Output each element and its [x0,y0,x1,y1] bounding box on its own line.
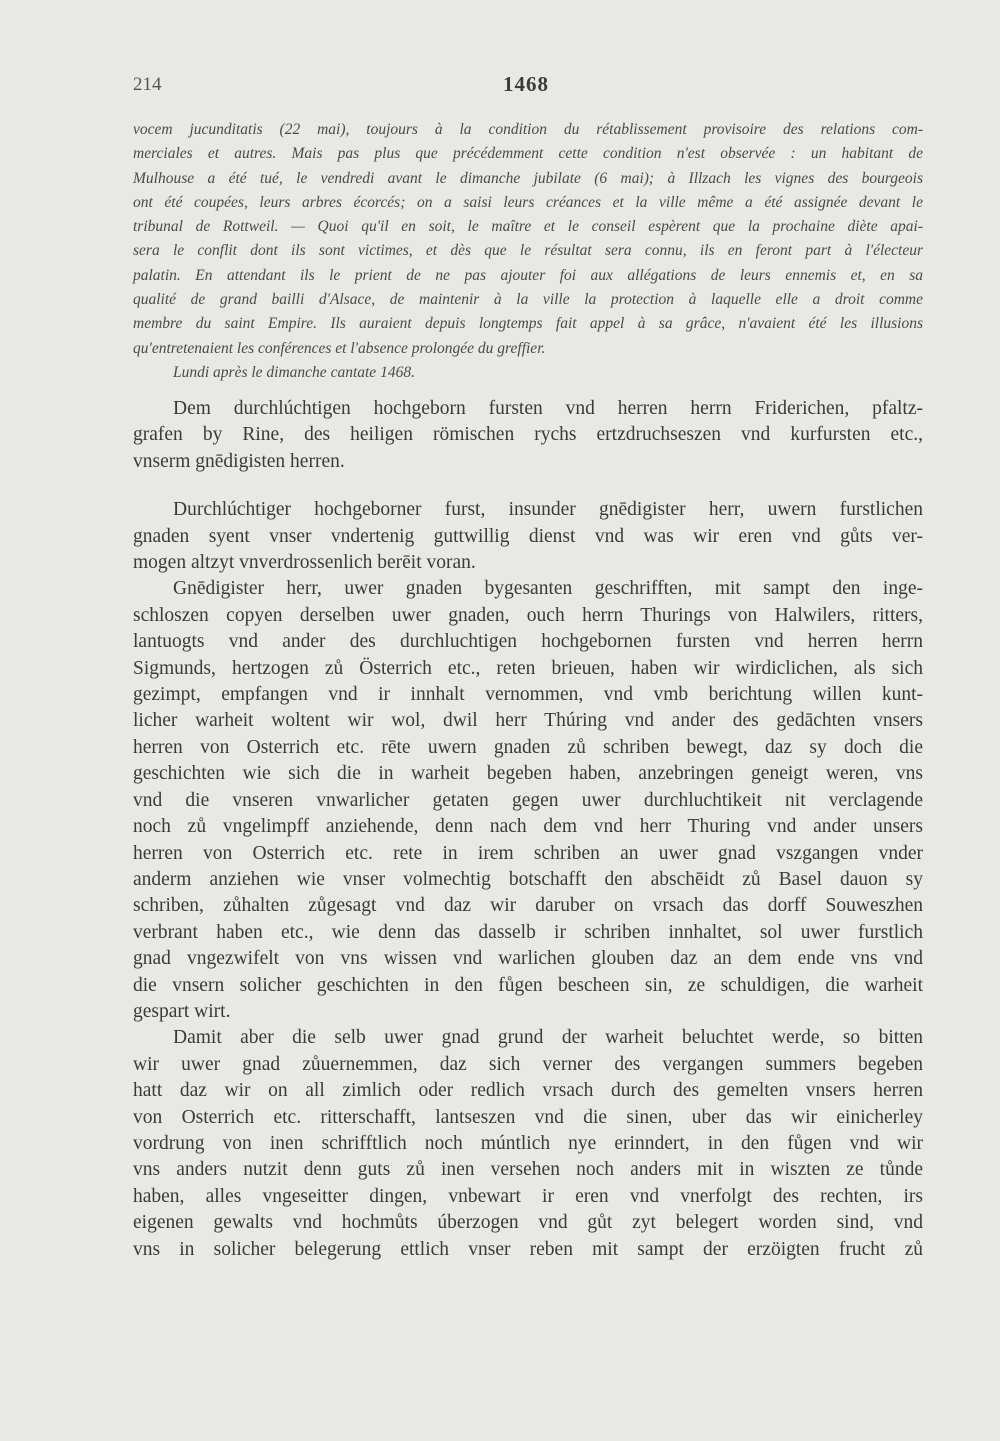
letter-line: mogen altzyt vnverdrossenlich berēit voran. [133,552,476,574]
letter-line: lantuogts vnd ander des durchluchtigen hochgebornen fursten vnd herren herrn [133,631,923,653]
letter-line: Damit aber die selb uwer gnad grund der warheit beluchtet werde, so bitten [173,1027,923,1049]
letter-line: hatt daz wir on all zimlich oder redlich vrsach durch des gemelten vnsers herren [133,1080,923,1102]
letter-line: vnserm gnēdigisten herren. [133,450,345,472]
summary-line: vocem jucunditatis (22 mai), toujours à la condition du rétablissement provisoire des relations com- [133,121,923,138]
summary-line: ont été coupées, leurs arbres écorcés; on a saisi leurs créances et la ville même a été assignée devant le [133,193,923,211]
letter-line: verbrant haben etc., wie denn das dasselb ir schriben innhaltet, sol uwer furstlich [133,921,923,943]
letter-line: von Osterrich etc. ritterschafft, lantseszen vnd die sinen, uber das wir einicherley [133,1106,923,1128]
letter-salutation [133,497,923,576]
letter-line: geschichten wie sich die in warheit begeben haben, anzebringen geneigt weren, vns [133,763,923,785]
letter-line: herren von Osterrich etc. rete in irem schriben an uwer gnad vszgangen vnder [133,842,923,864]
french-summary [133,118,923,385]
letter-line: grafen by Rine, des heiligen römischen rychs ertzdruchseszen vnd kurfursten etc., [133,424,923,446]
summary-line: Mulhouse a été tué, le vendredi avant le dimanche jubilate (6 mai); à Illzach les vignes des bourgeois [133,169,923,187]
summary-line: membre du saint Empire. Ils auraient depuis longtemps fait appel à sa grâce, n'avaient été les illusions [133,315,923,333]
letter-line: wir uwer gnad zůuernemmen, daz sich verner des vergangen summers begeben [133,1053,923,1075]
page-number: 214 [133,74,162,95]
summary-line: palatin. En attendant ils le prient de ne pas ajouter foi aux allégations de leurs ennemis et, en sa [133,266,923,284]
letter-line: gespart wirt. [133,1000,231,1022]
letter-line: haben, alles vngeseitter dingen, vnbewart ir eren vnd vnerfolgt des rechten, irs [133,1185,923,1207]
letter-line: vns anders nutzit denn guts zů inen versehen noch anders mit in wiszten ze tůnde [133,1159,923,1181]
letter-line: eigenen gewalts vnd hochmůts úberzogen vnd gůt zyt belegert worden sind, vnd [133,1212,923,1234]
letter-line: Durchlúchtiger hochgeborner furst, insunder gnēdigister herr, uwern furstlichen [173,499,923,521]
letter-address [133,396,923,475]
letter-paragraph-2 [133,1025,923,1263]
letter-line: noch zů vngelimpff anziehende, denn nach dem vnd herr Thuring vnd ander unsers [133,816,923,838]
summary-date-line: Lundi après le dimanche cantate 1468. [173,363,415,381]
year-heading: 1468 [503,72,549,96]
letter-line: gnaden syent vnser vndertenig guttwillig dienst vnd was wir eren vnd gůts ver- [133,525,923,547]
letter-line: Dem durchlúchtigen hochgeborn fursten vnd herren herrn Friderichen, pfaltz- [173,398,923,419]
letter-line: vns in solicher belegerung ettlich vnser reben mit sampt der erzöigten frucht zů [133,1238,923,1260]
summary-line: sera le conflit dont ils sont victimes, et dès que le résultat sera connu, ils en feront part à l'électeur [133,242,923,260]
summary-line: merciales et autres. Mais pas plus que précédemment cette condition n'est observée : un habitant de [133,145,923,163]
letter-line: vordrung von inen schrifftlich noch múntlich nye erinndert, in den fůgen vnd wir [133,1132,923,1154]
letter-paragraph-1 [133,576,923,1025]
letter-line: die vnsern solicher geschichten in den fůgen bescheen sin, ze schuldigen, die warheit [133,974,923,996]
summary-line: tribunal de Rottweil. — Quoi qu'il en soit, le maître et le conseil espèrent que la prochaine diète apai- [133,218,923,236]
letter-line: gnad vngezwifelt von vns wissen vnd warlichen glouben daz an dem ende vns vnd [133,948,923,970]
letter-line: vnd die vnseren vnwarlicher getaten gegen uwer durchluchtikeit nit verclagende [133,789,923,811]
summary-line: qu'entretenaient les conférences et l'absence prolongée du greffier. [133,339,546,357]
letter-line: schloszen copyen derselben uwer gnaden, ouch herrn Thurings von Halwilers, ritters, [133,604,923,626]
summary-line: qualité de grand bailli d'Alsace, de maintenir à la ville la protection à laquelle elle a droit comme [133,291,923,309]
letter-line: licher warheit woltent wir wol, dwil herr Thúring vnd ander des gedāchten vnsers [133,710,923,732]
letter-line: anderm anziehen wie vnser volmechtig botschafft den abschēidt zů Basel dauon sy [133,868,923,890]
letter-line: Sigmunds, hertzogen zů Österrich etc., reten brieuen, haben wir wirdiclichen, als sich [133,657,923,679]
letter-line: Gnēdigister herr, uwer gnaden bygesanten geschrifften, mit sampt den inge- [173,578,923,600]
german-letter [133,396,923,1263]
letter-line: herren von Osterrich etc. rēte uwern gnaden zů schriben bewegt, daz sy doch die [133,736,923,758]
page-header [133,74,923,104]
letter-line: schriben, zůhalten zůgesagt vnd daz wir daruber on vrsach das dorff Souweszhen [133,895,923,917]
letter-line: gezimpt, empfangen vnd ir innhalt vernommen, vnd vmb berichtung willen kunt- [133,684,923,706]
